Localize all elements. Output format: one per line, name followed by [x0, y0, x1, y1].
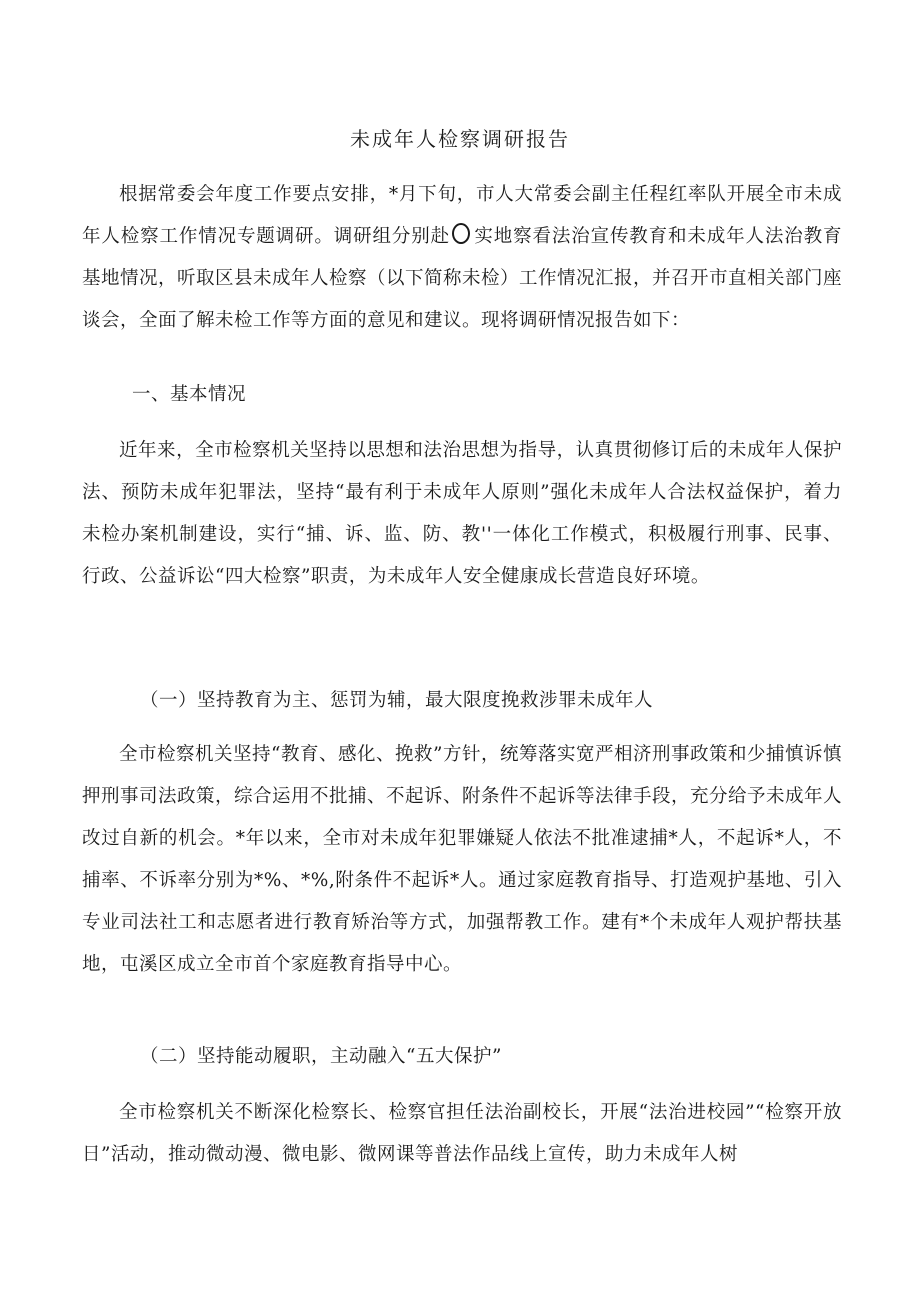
circle-placeholder-icon: [452, 223, 470, 244]
section1-heading: 一、基本情况: [132, 384, 247, 405]
section1-paragraph: 近年来，全市检察机关坚持以思想和法治思想为指导，认真贯彻修订后的未成年人保护法、预防未成年犯罪法，坚持“最有利于未成年人原则”强化未成年人合法权益保护，着力未检办案机制建设，实行“捕、诉、监、防、教''一体化工作模式，积极履行刑事、民事、行政、公益诉讼“四大检察”职责，为未成年人安全健康成长营造良好环境。: [82, 440, 842, 587]
subsection1-paragraph: 全市检察机关坚持“教育、感化、挽救”方针，统筹落实宽严相济刑事政策和少捕慎诉慎押刑事司法政策，综合运用不批捕、不起诉、附条件不起诉等法律手段，充分给予未成年人改过自新的机会。*年以来，全市对未成年犯罪嫌疑人依法不批准逮捕*人，不起诉*人，不捕率、不诉率分别为*%、*%,附条件不起诉*人。通过家庭教育指导、打造观护基地、引入专业司法社工和志愿者进行教育矫治等方式，加强帮教工作。建有*个未成年人观护帮扶基地，屯溪区成立全市首个家庭教育指导中心。: [82, 744, 843, 975]
subsection2-heading: （二）坚持能动履职，主动融入“五大保护”: [140, 1046, 502, 1067]
intro-text-part2: 实地察看法治宣传教育和未成年人法治教育基地情况，听取区县未成年人检察（以下简称未检）工作情况汇报，并召开市直相关部门座谈会，全面了解未检工作等方面的意见和建议。现将调研情况报告如下：: [82, 226, 843, 331]
subsection1-heading: （一）坚持教育为主、惩罚为辅，最大限度挽救涉罪未成年人: [140, 690, 654, 711]
subsection2-paragraph: 全市检察机关不断深化检察长、检察官担任法治副校长，开展“法治进校园”“检察开放日”活动，推动微动漫、微电影、微网课等普法作品线上宣传，助力未成年人树: [82, 1102, 842, 1165]
document-title: 未成年人检察调研报告: [350, 127, 570, 151]
intro-paragraph: [82, 174, 842, 342]
intro-text-part1: 根据常委会年度工作要点安排，*月下旬，市人大常委会副主任程红率队开展全市未成年人检察工作情况专题调研。调研组分别赴: [82, 184, 842, 247]
